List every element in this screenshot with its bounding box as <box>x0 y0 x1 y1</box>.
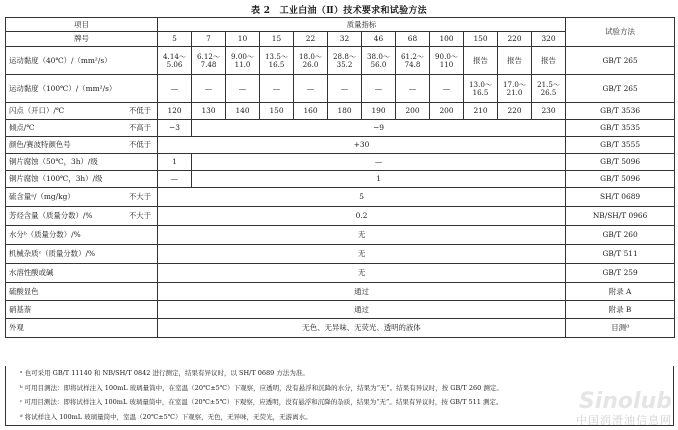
value-text: 140 <box>235 106 250 116</box>
value-cell <box>362 47 396 75</box>
value-text: — <box>170 174 179 184</box>
value-cell <box>396 47 430 75</box>
property-cell <box>6 103 158 120</box>
value-text: 130 <box>201 106 216 116</box>
table-row <box>6 137 675 154</box>
value-text: 1 <box>376 174 381 184</box>
value-text: −3 <box>169 123 180 133</box>
value-text: 28.8～ <box>333 52 356 62</box>
value-cell <box>192 103 226 120</box>
value-cell <box>192 75 226 103</box>
value-text: 4.14～ <box>163 52 186 62</box>
value-cell <box>430 75 464 103</box>
value-text: 5 <box>359 192 364 202</box>
property-cell <box>6 301 158 319</box>
value-cell <box>464 47 498 75</box>
value-text: — <box>442 83 451 93</box>
value-text: — <box>238 83 247 93</box>
value-cell <box>260 47 294 75</box>
value-text: 1 <box>172 157 177 167</box>
value-text: +30 <box>353 140 370 150</box>
property-cell <box>6 188 158 207</box>
value-cell <box>328 47 362 75</box>
method-cell: GB/T 265 <box>566 47 675 75</box>
grade-cell: 22 <box>294 32 328 47</box>
value-cell <box>498 75 532 103</box>
value-text: 90.0～ <box>435 52 458 62</box>
value-text: — <box>170 83 179 93</box>
property-label: 硝基萘 <box>9 304 32 314</box>
value-text: — <box>306 83 315 93</box>
grade-cell: 5 <box>158 32 192 47</box>
property-cell <box>6 319 158 338</box>
property-label: 倾点/℃ <box>9 123 35 133</box>
grade-cell: 46 <box>362 32 396 47</box>
value-text: 200 <box>439 106 454 116</box>
value-cell <box>430 103 464 120</box>
value-cell <box>328 103 362 120</box>
value-text: −9 <box>373 123 384 133</box>
value-text: — <box>408 83 417 93</box>
value-cell <box>158 120 192 137</box>
grade-cell: 150 <box>464 32 498 47</box>
value-text: 26.5 <box>540 87 557 97</box>
value-cell <box>158 226 566 245</box>
value-cell <box>396 103 430 120</box>
value-cell <box>192 120 566 137</box>
value-cell <box>158 188 566 207</box>
grade-cell: 15 <box>260 32 294 47</box>
value-cell <box>158 319 566 338</box>
method-cell: GB/T 5096 <box>566 171 675 188</box>
value-text: 21.0 <box>506 87 523 97</box>
value-text: 61.2～ <box>401 52 424 62</box>
property-condition <box>151 57 155 65</box>
value-cell <box>260 75 294 103</box>
property-label: 机械杂质ᶜ（质量分数）/% <box>9 249 95 259</box>
property-condition <box>151 324 155 332</box>
value-cell <box>226 103 260 120</box>
value-text: 报告 <box>541 55 556 65</box>
value-cell <box>396 75 430 103</box>
value-text: 无 <box>357 230 366 240</box>
method-cell: GB/T 511 <box>566 245 675 264</box>
property-cell <box>6 75 158 103</box>
property-label: 铜片腐蚀（100℃，3h）/级 <box>9 174 103 184</box>
value-text: 0.2 <box>355 211 368 221</box>
value-cell <box>192 47 226 75</box>
property-label: 运动黏度（100℃）/（mm²/s） <box>9 83 117 93</box>
value-text: 报告 <box>507 55 522 65</box>
method-cell: GB/T 260 <box>566 226 675 245</box>
value-cell <box>158 103 192 120</box>
table-row <box>6 154 675 171</box>
value-text: 160 <box>303 106 318 116</box>
table-row <box>6 120 675 137</box>
value-cell <box>158 171 192 188</box>
value-text: 74.8 <box>404 59 421 69</box>
footnote: ᵇ 可用目测法：即将试样注入 100mL 玻璃量筒中，在室温（20℃±5℃）下观察，应透明，没有悬浮和沉降的水分，结果为“无”。结果有异议时，按 GB/T 260 测定。 <box>20 383 503 392</box>
property-cell <box>6 226 158 245</box>
value-cell <box>260 103 294 120</box>
value-cell <box>158 137 566 154</box>
value-cell <box>158 154 192 171</box>
value-text: 5.06 <box>166 59 183 69</box>
method-cell: GB/T 5096 <box>566 154 675 171</box>
value-text: 21.5～ <box>537 80 560 90</box>
watermark-site: 中国润滑油信息网 <box>576 414 672 427</box>
watermark-logo: Sinolub <box>578 389 672 414</box>
property-condition <box>151 175 155 183</box>
value-text: 6.12～ <box>197 52 220 62</box>
value-cell <box>158 283 566 301</box>
table-row <box>6 226 675 245</box>
property-condition <box>151 269 155 277</box>
value-cell <box>498 47 532 75</box>
value-cell <box>158 75 192 103</box>
value-text: 210 <box>473 106 488 116</box>
property-condition: 不大于 <box>128 211 151 221</box>
property-condition <box>151 288 155 296</box>
property-cell <box>6 154 158 171</box>
value-text: 无 <box>357 249 366 259</box>
grade-cell: 7 <box>192 32 226 47</box>
value-text: — <box>374 157 383 167</box>
value-cell <box>294 103 328 120</box>
value-text: 16.5 <box>472 87 489 97</box>
table-title: 表 2 工业白油（Ⅱ）技术要求和试验方法 <box>251 6 427 16</box>
value-text: 26.0 <box>302 59 319 69</box>
value-cell <box>158 264 566 283</box>
table-row <box>6 245 675 264</box>
value-cell <box>328 75 362 103</box>
value-text: 110 <box>439 59 454 69</box>
grade-cell: 32 <box>328 32 362 47</box>
value-cell <box>464 75 498 103</box>
value-text: 180 <box>337 106 352 116</box>
property-cell <box>6 207 158 226</box>
value-cell <box>294 75 328 103</box>
table-row <box>6 264 675 283</box>
table-row <box>6 75 675 103</box>
property-condition <box>151 231 155 239</box>
value-cell <box>532 47 566 75</box>
value-text: 报告 <box>473 55 488 65</box>
property-condition: 不低于 <box>128 140 151 150</box>
value-text: 无色、无异味、无荧光、透明的液体 <box>302 323 421 333</box>
property-label: 水分ᵇ（质量分数）/% <box>9 230 81 240</box>
property-condition <box>151 250 155 258</box>
method-cell: 附录 B <box>566 301 675 319</box>
spec-table <box>5 17 675 338</box>
header-method: 试验方法 <box>566 18 675 47</box>
value-text: 11.0 <box>234 59 251 69</box>
value-text: 7.48 <box>200 59 217 69</box>
value-text: 35.2 <box>336 59 353 69</box>
value-text: 150 <box>269 106 284 116</box>
property-cell <box>6 47 158 75</box>
header-quality: 质量指标 <box>158 18 566 32</box>
value-cell <box>158 207 566 226</box>
property-label: 颜色/赛波特颜色号 <box>9 140 71 150</box>
value-cell <box>294 47 328 75</box>
value-cell <box>362 75 396 103</box>
value-text: 通过 <box>354 286 369 296</box>
property-label: 闪点（开口）/℃ <box>9 106 65 116</box>
property-cell <box>6 171 158 188</box>
property-cell <box>6 120 158 137</box>
method-cell: GB/T 3535 <box>566 120 675 137</box>
grade-cell: 320 <box>532 32 566 47</box>
property-label: 外观 <box>9 323 24 333</box>
value-text: 200 <box>405 106 420 116</box>
property-label: 硫含量ᵃ/（mg/kg） <box>9 192 75 202</box>
value-text: — <box>340 83 349 93</box>
value-cell <box>226 75 260 103</box>
value-cell <box>158 245 566 264</box>
property-cell <box>6 137 158 154</box>
table-row <box>6 47 675 75</box>
value-cell <box>226 47 260 75</box>
property-label: 水溶性酸或碱 <box>9 268 54 278</box>
property-cell <box>6 264 158 283</box>
value-cell <box>532 75 566 103</box>
method-cell: NB/SH/T 0966 <box>566 207 675 226</box>
footnote: ᵈ 将试样注入 100mL 玻璃量筒中，室温（20℃±5℃）下观察，无色，无异味，无荧光，无游离水。 <box>20 412 312 421</box>
value-cell <box>192 154 566 171</box>
property-cell <box>6 283 158 301</box>
property-label: 芳烃含量（质量分数）/% <box>9 211 93 221</box>
value-cell <box>532 103 566 120</box>
value-cell <box>430 47 464 75</box>
value-cell <box>464 103 498 120</box>
grade-cell: 220 <box>498 32 532 47</box>
method-cell: 目测ᵈ <box>566 319 675 338</box>
value-text: — <box>374 83 383 93</box>
value-text: 190 <box>371 106 386 116</box>
property-condition <box>151 85 155 93</box>
grade-cell: 100 <box>430 32 464 47</box>
table-row <box>6 319 675 338</box>
property-condition <box>151 158 155 166</box>
method-cell: GB/T 3555 <box>566 137 675 154</box>
value-cell <box>192 171 566 188</box>
header-row-1 <box>6 18 675 32</box>
footnote: ᶜ 可用目测法：即将试样注入 100mL 玻璃量筒中，在室温（20℃±5℃）下观察，应透明，没有悬浮和沉降的杂质，结果为“无”。结果有异议时，按 GB/T 511 测定。 <box>20 398 503 406</box>
property-label: 铜片腐蚀（50℃，3h）/级 <box>9 157 98 167</box>
value-text: 230 <box>541 106 556 116</box>
method-cell: SH/T 0689 <box>566 188 675 207</box>
value-text: 无 <box>357 268 366 278</box>
value-text: 18.0～ <box>299 52 322 62</box>
header-item: 项目 <box>6 18 158 32</box>
value-cell <box>158 301 566 319</box>
method-cell: GB/T 3536 <box>566 103 675 120</box>
value-text: 220 <box>507 106 522 116</box>
value-text: — <box>272 83 281 93</box>
property-condition: 不高于 <box>128 123 151 133</box>
method-cell: GB/T 265 <box>566 75 675 103</box>
grade-cell: 68 <box>396 32 430 47</box>
value-cell <box>362 103 396 120</box>
value-text: 56.0 <box>370 59 387 69</box>
value-text: 13.5～ <box>265 52 288 62</box>
method-cell: GB/T 259 <box>566 264 675 283</box>
table-row <box>6 283 675 301</box>
value-text: 17.0～ <box>503 80 526 90</box>
table-row <box>6 188 675 207</box>
value-text: 38.0～ <box>367 52 390 62</box>
property-label: 硫酸显色 <box>9 286 39 296</box>
value-text: 通过 <box>354 304 369 314</box>
footnote: ᵃ 也可采用 GB/T 11140 和 NB/SH/T 0842 进行测定，结果有异议时，以 SH/T 0689 方法为准。 <box>20 369 309 377</box>
value-text: 120 <box>167 106 182 116</box>
value-cell <box>498 103 532 120</box>
property-condition <box>151 306 155 314</box>
table-row <box>6 171 675 188</box>
property-condition: 不大于 <box>128 192 151 202</box>
footnotes <box>5 366 674 426</box>
property-cell <box>6 245 158 264</box>
method-cell: 附录 A <box>566 283 675 301</box>
table-row <box>6 103 675 120</box>
value-cell <box>158 47 192 75</box>
header-grade: 牌号 <box>6 32 158 47</box>
property-condition: 不低于 <box>128 106 151 116</box>
grade-cell: 10 <box>226 32 260 47</box>
value-text: 13.0～ <box>469 80 492 90</box>
value-text: 9.00～ <box>231 52 254 62</box>
value-text: 16.5 <box>268 59 285 69</box>
property-label: 运动黏度（40℃）/（mm²/s） <box>9 55 112 65</box>
table-row <box>6 301 675 319</box>
table-row <box>6 207 675 226</box>
value-text: — <box>204 83 213 93</box>
